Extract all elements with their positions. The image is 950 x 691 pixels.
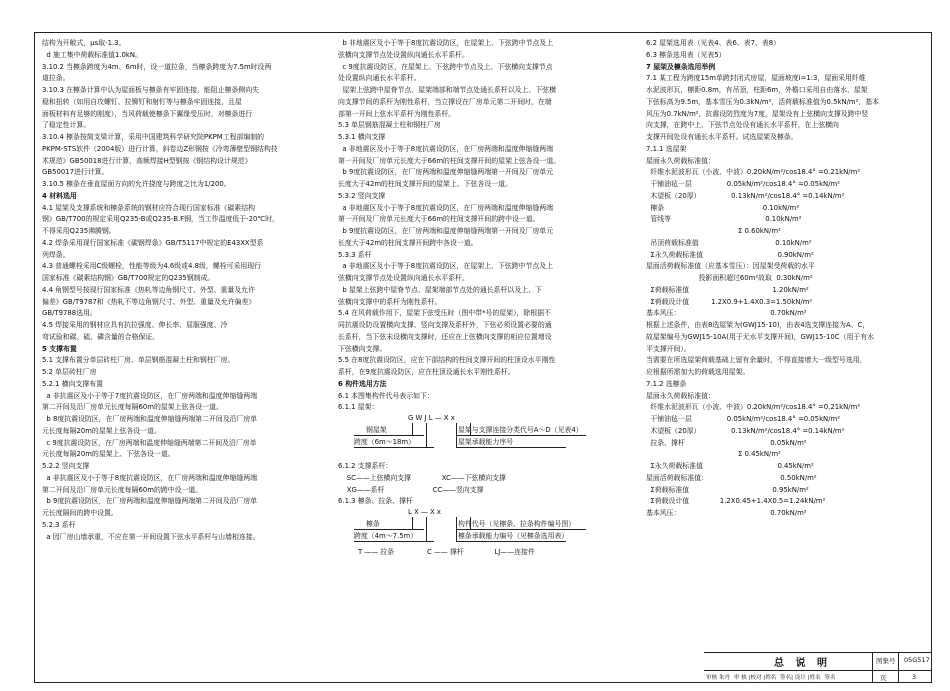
label-right-1: 构件代号（见檩条、拉条构件编号图） — [458, 520, 576, 528]
text-line: Σ荷载设计值 1.2X0.9+1.4X0.3=1.50kN/m² — [646, 297, 813, 306]
text-line: b 屋架上弦跨中屋脊节点、屋架端部节点处的通长系杆以及上、下 — [338, 285, 542, 294]
text-line: 术规范》GB50018进行计算，高频焊接H型钢按《钢结构设计规范》 — [42, 156, 252, 165]
section-heading: 7 屋架及檩条选用举例 — [646, 62, 716, 71]
text-line: Σ荷载设计值 1.2X0.45+1.4X0.5=1.24kN/m² — [646, 497, 826, 506]
text-line: 管线等 0.10kN/m² — [646, 215, 802, 224]
text-line: 投影面积超过60m²故取 0.30kN/m² — [646, 274, 813, 282]
label-right-2: 檩条承载能力编号（见檩条选用表） — [458, 532, 569, 540]
text-line: 4.1 屋架及支撑系统和檩条系统的钢材应符合现行国家标准《碳素结构 — [42, 203, 255, 212]
text-line: 屋面活荷载标准值： 0.50kN/m² — [646, 473, 817, 482]
text-line: a 非地震区及小于等于8度抗震设防区，在厂房两端和温度伸缩缝两端 — [338, 144, 554, 153]
text-line: c 9度抗震设防区，在厂房两端和温度伸缩缝两端第二开间及沿厂房单 — [42, 438, 257, 447]
text-line: 处设置纵向通长水平系杆。 — [338, 74, 421, 83]
legend-text: T —— 拉条 C —— 撑杆 LJ——连接件 — [358, 548, 535, 556]
text-line: 不得采用Q235沸腾钢。 — [42, 227, 116, 235]
designation-diagram — [338, 414, 638, 461]
text-line: a 非抗震区及小于等于8度抗震设防区，在厂房两端和温度伸缩缝两端 — [42, 473, 258, 482]
text-line: 根据上述条件，由表8选屋架为(GWJ15-10)，由表4选支撑连接为A、C， — [646, 321, 870, 329]
text-line: 5.3.3 系杆 — [338, 250, 372, 259]
text-line: 3.10.5 檩条在垂直屋面方向的允许挠度与跨度之比为1/200。 — [42, 180, 231, 188]
text-line: 基本风压： 0.70kN/m² — [646, 309, 807, 318]
page-label: 页 — [880, 674, 887, 682]
text-line: Σ永久荷载标准值 0.90kN/m² — [646, 250, 814, 259]
text-line: 元长度每隔20m的屋架上、下弦各设一道。 — [42, 450, 175, 459]
text-line: 木望板（20厚） 0.13kN/m²/cos18.4° =0.14kN/m² — [646, 426, 845, 435]
text-line: 水泥波形瓦，檩距0.8m，有吊顶，柱距6m，外檐口采用自由落水，屋架 — [646, 86, 868, 94]
title-block — [704, 652, 932, 683]
text-line: 部第一开间上弦水平系杆为刚性系杆。 — [338, 109, 456, 118]
text-line: 当需要在所选屋架荷载基础上留有余量时，不得直接增大一级型号选用， — [646, 356, 867, 365]
text-line: GB50017进行计算。 — [42, 168, 109, 177]
text-line: 长度大于42m的柱间支撑开间跨中各设一道。 — [338, 238, 478, 247]
section-heading: 5 支撑布置 — [42, 344, 77, 353]
text-line: a 非抗震区及小于等于7度抗震设防区，在厂房两端和温度伸缩缝两端 — [42, 391, 258, 400]
text-line: 5.5 在8度抗震设防区，应在下部结构的柱间支撑开间的柱顶设水平刚性 — [338, 356, 556, 365]
text-line: Σ 0.45kN/m² — [646, 450, 781, 459]
text-line: 第二开间及沿厂房单元长度每隔60m的跨中设一道。 — [42, 485, 203, 494]
text-line: 风压为0.7kN/m²，抗震设防烈度为7度，屋架设有上弦横向支撑及跨中竖 — [646, 109, 869, 118]
text-line: 5.2.3 系杆 — [42, 520, 76, 529]
label-left-1: 钢屋架 — [366, 426, 387, 434]
label-right-1: 屋架与支撑连接分类代号A～D（见表4） — [458, 426, 583, 434]
text-line: 面板材料有足够的刚度），当风荷载使檩条下翼缘受压时，对檩条进行 — [42, 109, 253, 118]
label-right-2: 屋架承载能力序号 — [458, 438, 514, 446]
text-line: b 非地震区及小于等于8度抗震设防区，在屋架上、下弦跨中节点及上 — [338, 39, 554, 47]
text-line: 列焊条。 — [42, 250, 70, 259]
text-line: PKPM-STS软件（2004版）进行计算，斜卷边Z形钢按《冷弯薄壁型钢结构技 — [42, 144, 278, 153]
text-line: 屋面活荷载标准值（应基本雪压）：因屋架受荷载的水平 — [646, 262, 815, 271]
text-line: 5.4 在风荷载作用下，屋架下弦受压时（图中带*号的屋架），除根据不 — [338, 309, 551, 318]
text-line: 3.10.4 檩条按简支梁计算，采用中国建筑科学研究院PKPM工程部编制的 — [42, 133, 265, 141]
text-line: b 9度抗震设防区，在厂房两端和温度伸缩缝两端第一开间及厂房单元 — [338, 168, 554, 177]
text-line: 纤维水泥波形瓦（小波、中波）0.20kN/m²/cos18.4° =0.21kN/m² — [646, 403, 861, 412]
text-line: 长系杆，当下弦未设横向支撑时，还应在上弦横向支撑的相应位置增设 — [338, 332, 552, 341]
text-line: 木望板（20厚） 0.13kN/m²/cos18.4° =0.14kN/m² — [646, 191, 845, 200]
text-line: b 8度抗震设防区，在厂房两端和温度伸缩缝两端第二开间及沿厂房单 — [42, 415, 258, 423]
text-line: 同抗震设防设置横向支撑、竖向支撑及系杆外，下弦必须设置必要的通 — [338, 321, 552, 329]
text-line: SC——上弦横向支撑 XC——下弦横向支撑 — [338, 473, 506, 482]
text-line: 4.4 角钢型号按现行国家标准《热轧等边角钢尺寸、外型、重量及允许 — [42, 285, 255, 294]
text-line: Σ荷载标准值 0.95kN/m² — [646, 485, 809, 494]
text-line: 6.1.3 檩条、拉条、撑杆 — [338, 497, 413, 506]
designation-code: L X — X x — [408, 508, 442, 516]
text-line: 3.10.3 在檩条计算中认为屋面板与檩条有牢固连接，能阻止檩条侧向失 — [42, 86, 260, 94]
text-line: 吊顶荷载标准值 0.10kN/m² — [646, 238, 812, 247]
text-line: 弦横向支撑中的系杆为刚性系杆。 — [338, 297, 442, 306]
text-line: 第二开间及沿厂房单元长度每隔60m的屋架上弦各设一道。 — [42, 403, 223, 412]
text-line: 系杆，在9度抗震设防区，应在柱顶设通长水平刚性系杆。 — [338, 368, 515, 376]
text-line: 向支撑节间的系杆为刚性系杆，当立撑设在厂房单元第二开间时，在端 — [338, 97, 552, 106]
text-line: a 非地震区及小于等于8度抗震设防区，在厂房两端和温度伸缩缝两端 — [338, 203, 554, 212]
text-line: 7.1 某工程为跨度15m单跨封闭式房屋，屋面坡度i=1:3，屋面采用纤维 — [646, 74, 866, 83]
text-line: 檩条 0.10kN/m² — [646, 203, 800, 212]
text-line: 支撑开间处设有通长水平系杆。试选屋架及檩条。 — [646, 133, 798, 141]
section-heading: 4 材料选用 — [42, 191, 77, 200]
text-line: 基本风压： 0.70kN/m² — [646, 509, 807, 517]
section-heading: 6 构件选用方法 — [338, 379, 387, 388]
column-1 — [42, 38, 342, 543]
text-line: 国家标准《碳素结构钢》GB/T700规定的Q235钢制成。 — [42, 274, 215, 282]
text-line: 屋架上弦跨中屋脊节点、屋架端部和端节点处通长系杆以及上、下弦横 — [338, 86, 556, 94]
text-line: 屋面永久荷载标准值： — [646, 391, 715, 400]
text-line: 6.1.1 屋架： — [338, 403, 379, 412]
text-line: a 因厂房山墙承重，不应在第一开间设置下弦水平系杆与山墙相连接。 — [42, 532, 260, 541]
text-line: 道拉条。 — [42, 74, 70, 83]
text-line: 5.3 单层钢筋混凝土柱和钢柱厂房 — [338, 121, 441, 130]
column-2 — [338, 38, 638, 566]
column-3 — [646, 38, 928, 520]
text-line: 4.2 焊条采用现行国家标准《碳钢焊条》GB/T5117中规定的E43XX型系 — [42, 238, 264, 247]
text-line: 应根据所需加大的荷载选用屋架。 — [646, 368, 750, 376]
text-line: 6.3 檩条选用表（见表5） — [646, 50, 726, 59]
text-line: 偏差》GB/T9787和《热轧不等边角钢尺寸、外型、重量及允许偏差》 — [42, 297, 256, 306]
text-line: 下弦横向支撑。 — [338, 344, 387, 353]
text-line: Σ荷载标准值 1.20kN/m² — [646, 285, 809, 294]
text-line: 6.1.2 支撑系杆： — [338, 462, 393, 470]
text-line: GB/T9788选用。 — [42, 309, 97, 318]
text-line: 5.2.1 横向支撑布置 — [42, 379, 104, 388]
designation-diagram — [338, 508, 638, 566]
drawing-title: 总 说 明 — [774, 658, 831, 669]
text-line: 7.1.1 选屋架 — [646, 144, 687, 153]
text-line: 弦横向支撑节点处设置纵向通长水平系杆。 — [338, 274, 469, 282]
signature-row: 审核 朱丹 审 核 |校对 |姓名 签名| 设计 |姓名 签名 — [706, 675, 836, 681]
text-line: 5.3.2 竖向支撑 — [338, 191, 386, 200]
text-line: XG——系杆 CC——竖向支撑 — [338, 485, 484, 494]
text-line: 5.2 单层砖柱厂房 — [42, 368, 97, 376]
text-line: 3.10.2 当檩条跨度为4m、6m时，设一道拉条，当檩条跨度为7.5m时设两 — [42, 62, 272, 71]
text-line: 5.1 支撑布置分单层砖柱厂房、单层钢筋混凝土柱和钢柱厂房。 — [42, 356, 235, 365]
text-line: 7.1.2 选檩条 — [646, 379, 687, 388]
text-line: 平支撑开间）。 — [646, 344, 691, 353]
text-line: 4.3 普通螺栓采用C级螺栓，性能等级为4.6级或4.8级，螺栓可采用现行 — [42, 262, 262, 271]
text-line: b 9度抗震设防区，在厂房两端和温度伸缩缝两端第一开间及厂房单元 — [338, 227, 554, 235]
text-line: 屋面永久荷载标准值： — [646, 156, 715, 165]
text-line: 6.1 本图集构件代号表示如下： — [338, 391, 434, 400]
text-line: 干铺油毡一层 0.05kN/m²/cos18.4° =0.05kN/m² — [646, 180, 841, 188]
text-line: 了稳定性计算。 — [42, 121, 91, 130]
text-line: d 施工集中荷载标准值1.0kN。 — [42, 50, 142, 59]
text-line: 下弦标高为9.5m，基本雪压为0.3kN/m²，活荷载标准值为0.5kN/m²，基本 — [646, 97, 880, 106]
page-number: 3 — [912, 673, 917, 681]
text-line: 第一开间及厂房单元长度大于66m的柱间支撑开间的屋架上弦各设一道。 — [338, 156, 561, 165]
text-line: 纤维水泥波形瓦（小波、中波）0.20kN/m²/cos18.4° =0.21kN/m² — [646, 168, 861, 177]
text-line: Σ永久荷载标准值 0.45kN/m² — [646, 462, 814, 470]
text-line: 弯试验和碳、硫、磷含量的合格保证。 — [42, 332, 160, 341]
text-line: 向支撑，在跨中上、下弦节点处设有通长水平系杆，在上弦横向 — [646, 121, 839, 130]
atlas-label: 图集号 — [876, 657, 896, 665]
atlas-number: 05G517 — [904, 656, 930, 664]
text-line: 第一开间及厂房单元长度大于66m的柱间支撑开间的跨中设一道。 — [338, 215, 540, 224]
text-line: 干铺油毡一层 0.05kN/m²/cos18.4° =0.05kN/m² — [646, 415, 841, 423]
text-line: b 9度抗震设防区，在厂房两端和温度伸缩缝两端第二开间及沿厂房单 — [42, 497, 258, 506]
label-left-1: 檩条 — [366, 520, 380, 528]
text-line: 钢》GB/T700的规定采用Q235-B或Q235-B.F钢，当工作温度低于-20℃时， — [42, 215, 279, 224]
text-line: 元长度每隔20m的屋架上弦各设一道。 — [42, 426, 161, 435]
text-line: 结构为开敞式，μs取-1.3。 — [42, 39, 126, 47]
text-line: 弦横向支撑节点处设置纵向通长水平系杆。 — [338, 50, 469, 59]
text-line: 长度大于42m的柱间支撑开间的屋架上、下弦各设一道。 — [338, 180, 512, 188]
text-line: 元长度隔间的跨中设置。 — [42, 509, 118, 517]
text-line: a 非地震区及小于等于8度抗震设防区，在屋架上、下弦跨中节点及上 — [338, 262, 554, 271]
text-line: 拉条、撑杆 0.05kN/m² — [646, 438, 807, 447]
text-line: 故屋架编号为GWJ15-10A(用于无水平支撑开间)，GWJ15-10C（用于有水 — [646, 332, 875, 341]
text-line: c 9度抗震设防区，在屋架上、下弦跨中节点及上、下弦横向支撑节点 — [338, 62, 553, 71]
text-line: 稳和扭转（如用自攻螺钉、拉铆钉和射钉等与檩条牢固连接，且屋 — [42, 97, 242, 106]
text-line: 5.3.1 横向支撑 — [338, 133, 386, 141]
text-line: 5.2.2 竖向支撑 — [42, 462, 90, 470]
designation-code: G W J L — X x — [408, 414, 455, 422]
text-line: 6.2 屋架选用表（见表4、表6、表7、表8） — [646, 39, 781, 47]
label-left-2: 跨度（6m～18m） — [354, 438, 416, 446]
text-line: 4.5 焊接采用的钢材应具有抗拉强度、伸长率、屈服强度、冷 — [42, 321, 228, 329]
label-left-2: 跨度（4m～7.5m） — [354, 532, 418, 540]
text-line: Σ 0.60kN/m² — [646, 227, 781, 235]
